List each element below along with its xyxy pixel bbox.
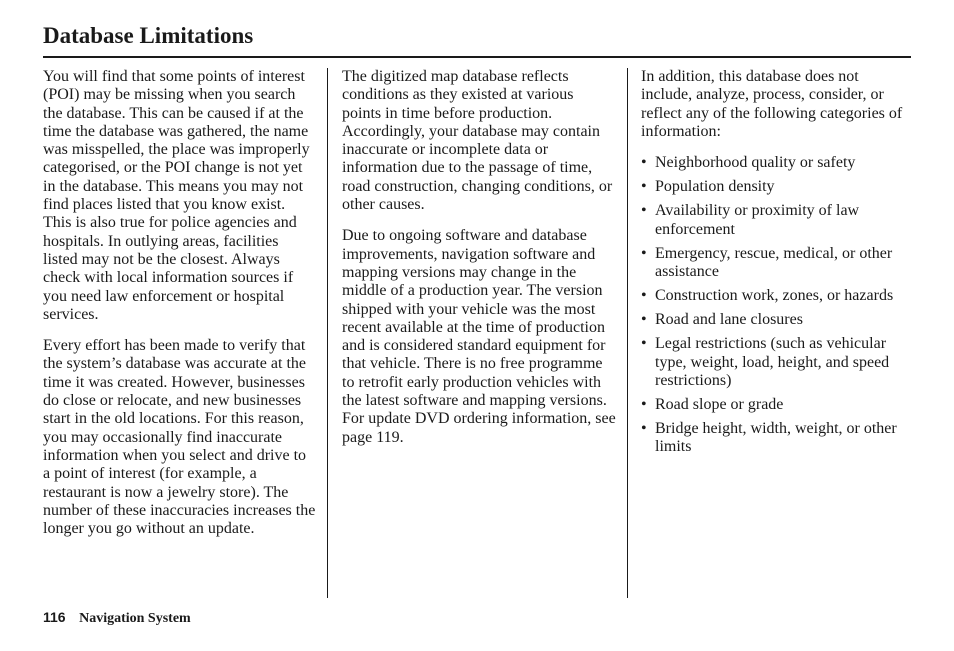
bullet-icon: • <box>641 335 647 353</box>
list-item-text: Population density <box>655 178 775 196</box>
list-item <box>641 154 911 172</box>
page-title: Database Limitations <box>43 23 254 48</box>
list-item-text: Legal restrictions (such as vehicular type, weight, load, height, and speed restrictions) <box>655 335 890 389</box>
title-rule <box>43 56 911 58</box>
list-item <box>641 335 911 390</box>
list-item-text: Bridge height, width, weight, or other limits <box>655 420 897 456</box>
list-item <box>641 287 911 305</box>
bullet-icon: • <box>641 396 647 414</box>
section-name: Navigation System <box>79 611 191 626</box>
list-item-text: Availability or proximity of law enforcement <box>655 202 860 238</box>
bullet-icon: • <box>641 420 647 438</box>
page-number: 116 <box>43 609 66 625</box>
list-item <box>641 245 911 282</box>
bullet-icon: • <box>641 287 647 305</box>
column-divider <box>327 68 328 598</box>
list-item-text: Road slope or grade <box>655 396 784 414</box>
bullet-icon: • <box>641 202 647 220</box>
bullet-icon: • <box>641 311 647 329</box>
paragraph: Due to ongoing software and database improvements, navigation software and mapping versions may change in the middle of a production year. The version shipped with your vehicle was the most recent available at the time of production and is considered standard equipment for that vehicle. There is no free programme to retrofit early production vehicles with the latest software and mapping versions. For update DVD ordering information, see page 119. <box>342 227 616 446</box>
column-2 <box>342 68 616 460</box>
paragraph: In addition, this database does not include, analyze, process, consider, or reflect any of the following categories of information: <box>641 68 903 140</box>
list-item-text: Construction work, zones, or hazards <box>655 287 894 305</box>
bullet-icon: • <box>641 154 647 172</box>
bullet-icon: • <box>641 244 647 262</box>
list-item <box>641 311 911 329</box>
bullet-list <box>641 154 911 457</box>
column-divider <box>627 68 628 598</box>
paragraph: You will find that some points of interest (POI) may be missing when you search the database. This can be caused if at the time the database was gathered, the name was misspelled, the place was improperly categorised, or the POI change is not yet in the database. This means you may not find places listed that you know exist. This is also true for police agencies and hospitals. In outlying areas, facilities listed may not be the closest. Always check with local information sources if you need law enforcement or hospital services. <box>43 68 310 323</box>
column-3 <box>641 68 911 463</box>
paragraph: Every effort has been made to verify that the system’s database was accurate at the time it was created. However, businesses do close or relocate, and new businesses start in the old locations. For this reason, you may occasionally find inaccurate information when you select and drive to a point of interest (for example, a restaurant is now a jewelry store). The number of these inaccuracies increases the longer you go without an update. <box>43 337 316 538</box>
page-footer <box>43 609 191 627</box>
list-item <box>641 202 911 239</box>
paragraph: The digitized map database reflects conditions as they existed at various points in time before production. Accordingly, your database may contain inaccurate or incomplete data or information due to the passage of time, road construction, changing conditions, or other causes. <box>342 68 613 214</box>
list-item-text: Emergency, rescue, medical, or other assistance <box>655 244 893 281</box>
list-item-text: Neighborhood quality or safety <box>655 154 856 172</box>
list-item <box>641 420 911 457</box>
bullet-icon: • <box>641 178 647 196</box>
list-item <box>641 396 911 414</box>
list-item <box>641 178 911 196</box>
column-1 <box>43 68 317 551</box>
list-item-text: Road and lane closures <box>655 311 803 329</box>
